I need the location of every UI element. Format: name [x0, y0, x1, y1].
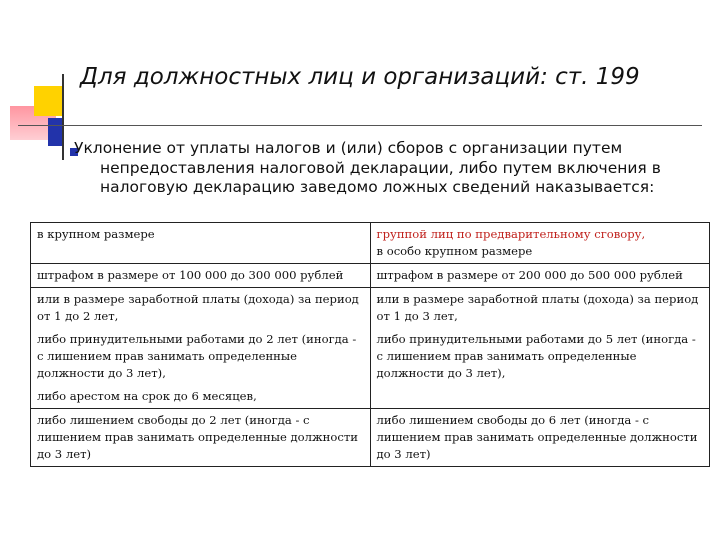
slide-title: Для должностных лиц и организаций: ст. 199: [80, 64, 640, 90]
title-divider-line: [18, 125, 702, 126]
table-header-row: [31, 223, 710, 264]
intro-paragraph: Уклонение от уплаты налогов и (или) сборов с организации путем непредоставления налоговой декларации, либо путем включения в налоговую декларацию заведомо ложных сведений наказывается:: [74, 139, 661, 196]
table-row-imprisonment: [31, 409, 710, 467]
table-cell: либо принудительными работами до 5 лет (иногда - с лишением прав занимать определенные должности до 3 лет),: [370, 328, 710, 385]
table-cell: или в размере заработной платы (дохода) за период от 1 до 3 лет,: [370, 288, 710, 329]
table-cell: или в размере заработной платы (дохода) за период от 1 до 2 лет,: [31, 288, 371, 329]
header-group-text: группой лиц по предварительному сговору,: [376, 227, 646, 241]
table-row-forced-labor: [31, 328, 710, 385]
table-cell: либо принудительными работами до 2 лет (иногда - с лишением прав занимать определенные должности до 3 лет),: [31, 328, 371, 385]
table-cell: штрафом в размере от 200 000 до 500 000 рублей: [370, 264, 710, 288]
decorative-yellow-square: [34, 86, 64, 116]
header-cell-large-size: в крупном размере: [31, 223, 371, 264]
table-cell: либо лишением свободы до 2 лет (иногда - с лишением прав занимать определенные должности до 3 лет): [31, 409, 371, 467]
table-cell: штрафом в размере от 100 000 до 300 000 рублей: [31, 264, 371, 288]
table-row-fine: [31, 264, 710, 288]
table-cell: либо лишением свободы до 6 лет (иногда - с лишением прав занимать определенные должности до 3 лет): [370, 409, 710, 467]
table-row-salary: [31, 288, 710, 329]
table-row-arrest: [31, 385, 710, 409]
header-cell-group-conspiracy: [370, 223, 710, 264]
table-cell: [370, 385, 710, 409]
table-cell: либо арестом на срок до 6 месяцев,: [31, 385, 371, 409]
header-especially-large-text: в особо крупном размере: [376, 244, 533, 258]
penalty-table: [30, 222, 710, 467]
decorative-vertical-line: [62, 74, 64, 160]
